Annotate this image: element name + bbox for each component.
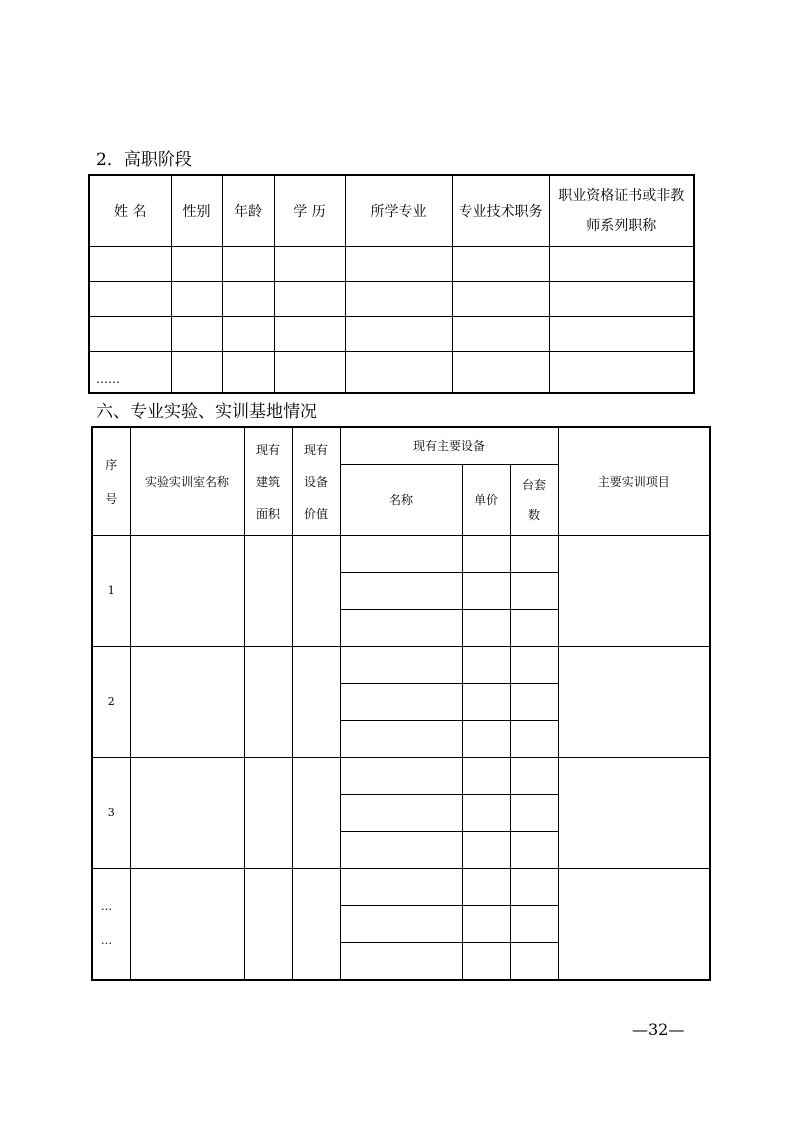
table-cell[interactable]	[510, 721, 558, 758]
row-seq-2: 2	[92, 647, 130, 758]
header-projects: 主要实训项目	[558, 427, 710, 536]
header-area-line1: 现有	[255, 442, 280, 457]
header-value-line3: 价值	[303, 506, 328, 521]
table-cell[interactable]	[510, 647, 558, 684]
table-cell[interactable]	[510, 684, 558, 721]
table-cell[interactable]	[130, 647, 244, 758]
table-cell[interactable]	[171, 317, 222, 352]
table-cell[interactable]	[274, 247, 345, 282]
table-cell[interactable]	[222, 352, 274, 394]
section-heading-vocational-stage: 2．高职阶段	[96, 150, 192, 170]
header-area-line3: 面积	[255, 506, 280, 521]
staff-table-header-row	[89, 175, 694, 247]
table-cell[interactable]	[244, 647, 292, 758]
table-cell[interactable]	[130, 758, 244, 869]
table-cell[interactable]	[558, 869, 710, 981]
table-cell[interactable]	[222, 317, 274, 352]
header-lab-name: 实验实训室名称	[130, 427, 244, 536]
table-cell[interactable]	[340, 573, 462, 610]
table-cell[interactable]	[171, 352, 222, 394]
row-seq-ellipsis-line2: …	[101, 934, 112, 947]
table-cell[interactable]	[244, 758, 292, 869]
table-cell[interactable]	[171, 247, 222, 282]
table-cell[interactable]	[462, 869, 510, 906]
table-cell[interactable]	[340, 536, 462, 573]
header-area-line2: 建筑	[255, 474, 280, 489]
staff-table	[88, 174, 695, 394]
table-cell[interactable]	[340, 869, 462, 906]
table-cell[interactable]	[340, 610, 462, 647]
header-qualification	[549, 175, 694, 247]
table-cell[interactable]	[340, 758, 462, 795]
table-cell[interactable]	[340, 906, 462, 943]
table-cell[interactable]	[340, 684, 462, 721]
table-cell[interactable]	[510, 906, 558, 943]
table-cell[interactable]	[292, 869, 340, 981]
table-cell[interactable]	[558, 647, 710, 758]
table-cell[interactable]	[89, 282, 171, 317]
table-cell[interactable]	[345, 352, 452, 394]
row-seq-3: 3	[92, 758, 130, 869]
row-seq-ellipsis-line1: …	[101, 900, 112, 913]
table-cell[interactable]	[452, 247, 549, 282]
table-row	[92, 536, 710, 573]
table-cell[interactable]	[462, 943, 510, 981]
header-eq-price: 单价	[462, 465, 510, 536]
table-cell[interactable]	[510, 536, 558, 573]
table-cell[interactable]	[452, 282, 549, 317]
table-cell[interactable]	[171, 282, 222, 317]
table-cell[interactable]	[345, 282, 452, 317]
page-number: —32—	[632, 1020, 685, 1039]
table-cell[interactable]	[510, 869, 558, 906]
header-eq-count	[510, 465, 558, 536]
table-cell[interactable]	[89, 317, 171, 352]
header-eq-count-line1: 台套	[522, 478, 547, 492]
table-cell[interactable]	[558, 536, 710, 647]
header-education: 学 历	[274, 175, 345, 247]
table-cell[interactable]	[244, 869, 292, 981]
table-cell[interactable]	[510, 943, 558, 981]
header-seq	[92, 427, 130, 536]
table-cell[interactable]	[510, 758, 558, 795]
table-row	[89, 247, 694, 282]
table-row	[92, 758, 710, 795]
table-cell[interactable]	[340, 832, 462, 869]
header-value	[292, 427, 340, 536]
table-row	[92, 647, 710, 684]
lab-table-header-row	[92, 427, 710, 465]
table-cell[interactable]	[244, 536, 292, 647]
table-cell[interactable]	[558, 758, 710, 869]
header-name: 姓 名	[89, 175, 171, 247]
table-cell[interactable]	[510, 832, 558, 869]
table-cell[interactable]	[130, 869, 244, 981]
header-qualification-line1: 职业资格证书或非教	[558, 188, 685, 204]
table-cell[interactable]	[340, 943, 462, 981]
table-cell[interactable]	[462, 610, 510, 647]
header-area	[244, 427, 292, 536]
table-cell[interactable]	[510, 573, 558, 610]
table-cell[interactable]	[549, 247, 694, 282]
ellipsis-cell: ……	[89, 352, 171, 394]
table-cell[interactable]	[292, 536, 340, 647]
table-row	[92, 869, 710, 906]
table-cell[interactable]	[549, 352, 694, 394]
lab-table	[91, 426, 711, 981]
row-seq-1: 1	[92, 536, 130, 647]
table-cell[interactable]	[345, 247, 452, 282]
header-value-line1: 现有	[303, 442, 328, 457]
table-cell[interactable]	[340, 647, 462, 684]
table-cell[interactable]	[274, 352, 345, 394]
table-cell[interactable]	[462, 758, 510, 795]
header-eq-count-line2: 数	[528, 508, 541, 522]
table-cell[interactable]	[462, 573, 510, 610]
header-eq-name: 名称	[340, 465, 462, 536]
header-age: 年龄	[222, 175, 274, 247]
section-heading-lab-bases: 六、专业实验、实训基地情况	[96, 402, 317, 422]
table-cell[interactable]	[462, 684, 510, 721]
header-value-line2: 设备	[303, 474, 328, 489]
table-cell[interactable]	[452, 317, 549, 352]
header-equipment: 现有主要设备	[340, 427, 558, 465]
table-cell[interactable]	[462, 536, 510, 573]
table-cell[interactable]	[452, 352, 549, 394]
table-cell[interactable]	[130, 536, 244, 647]
header-qualification-line2: 师系列职称	[586, 218, 657, 234]
table-cell[interactable]	[292, 647, 340, 758]
table-cell[interactable]	[222, 282, 274, 317]
table-cell[interactable]	[222, 247, 274, 282]
table-cell[interactable]	[462, 721, 510, 758]
table-cell[interactable]	[292, 758, 340, 869]
table-row	[89, 317, 694, 352]
table-cell[interactable]	[274, 282, 345, 317]
table-cell[interactable]	[549, 317, 694, 352]
header-seq-line2: 号	[105, 491, 118, 506]
table-cell[interactable]	[340, 795, 462, 832]
table-cell[interactable]	[345, 317, 452, 352]
header-major: 所学专业	[345, 175, 452, 247]
table-cell[interactable]	[462, 906, 510, 943]
table-cell[interactable]	[340, 721, 462, 758]
table-row	[89, 352, 694, 394]
table-cell[interactable]	[462, 647, 510, 684]
header-seq-line1: 序	[105, 457, 118, 472]
table-cell[interactable]	[510, 610, 558, 647]
row-seq-ellipsis	[92, 869, 130, 981]
header-gender: 性别	[171, 175, 222, 247]
table-cell[interactable]	[462, 795, 510, 832]
header-professional-title: 专业技术职务	[452, 175, 549, 247]
table-cell[interactable]	[462, 832, 510, 869]
table-cell[interactable]	[89, 247, 171, 282]
table-cell[interactable]	[510, 795, 558, 832]
table-cell[interactable]	[274, 317, 345, 352]
table-row	[89, 282, 694, 317]
table-cell[interactable]	[549, 282, 694, 317]
